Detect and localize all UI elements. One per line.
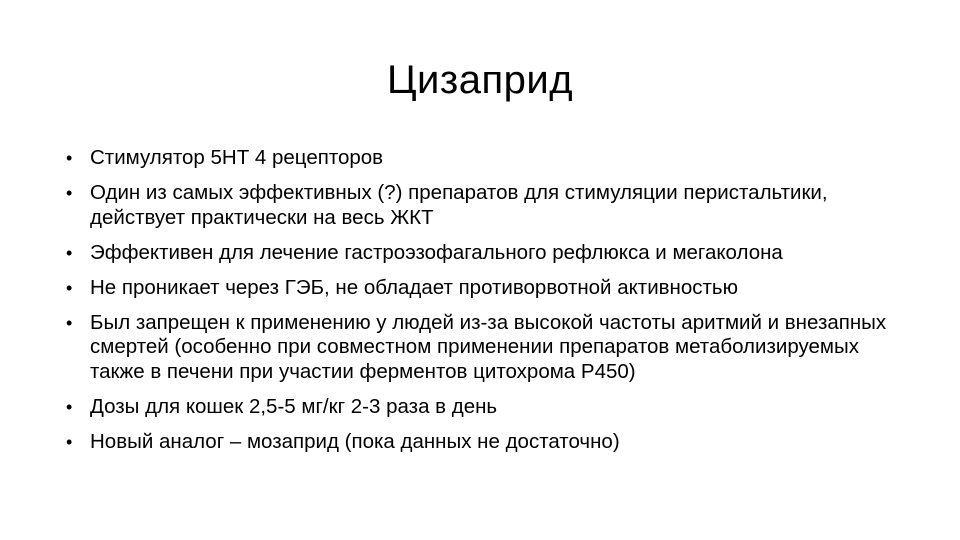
bullet-icon: • [66, 148, 73, 168]
bullet-icon: • [66, 396, 73, 417]
bullet-text: Новый аналог – мозаприд (пока данных не достаточно) [90, 429, 620, 453]
bullet-icon: • [66, 312, 73, 333]
list-item [66, 276, 906, 301]
slide-title: Цизаприд [386, 58, 574, 102]
bullet-text: Дозы для кошек 2,5-5 мг/кг 2-3 раза в день [90, 394, 498, 418]
bullet-text: Эффективен для лечение гастроэзофагального рефлюкса и мегаколона [90, 240, 783, 264]
list-item [66, 181, 906, 230]
bullet-text: Один из самых эффективных (?) препаратов для стимуляции перистальтики, действует практически на весь ЖКТ [90, 181, 828, 229]
bullet-icon: • [66, 242, 73, 263]
bullet-text: Был запрещен к применению у людей из-за высокой частоты аритмий и внезапных смертей (особенно при совместном применении препаратов метаболизируемых также в печени при участии ферментов цитохрома Р450) [90, 310, 887, 383]
list-item [66, 430, 906, 455]
bullet-icon: • [66, 183, 73, 203]
bullet-text: Стимулятор 5НТ 4 рецепторов [90, 146, 384, 169]
bullet-icon: • [66, 431, 73, 452]
list-item [66, 395, 906, 420]
bullet-icon: • [66, 277, 73, 298]
bullet-list [66, 146, 906, 465]
bullet-text: Не проникает через ГЭБ, не обладает противорвотной активностью [90, 275, 738, 299]
list-item [66, 146, 906, 171]
list-item [66, 241, 906, 266]
list-item [66, 311, 906, 385]
